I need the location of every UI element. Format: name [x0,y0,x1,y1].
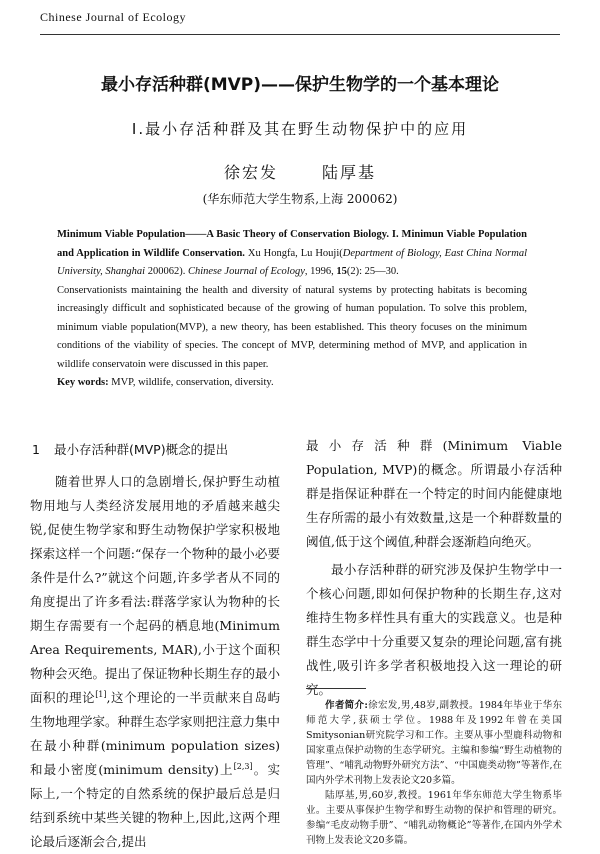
abstract-year: , 1996, [304,266,334,277]
keywords-label: Key words: [57,377,109,388]
body-text: 。实际上,一个特定的自然系统的保护最后总是归结到系统中某些关键的物种上,因此,这两个理论最后逐渐会合,提出 [30,762,280,849]
right-column [306,434,562,702]
abstract-citation [57,226,527,282]
abstract-authors-en: Xu Hongfa, Lu Houji( [244,247,343,259]
footnote-rule [306,688,366,689]
article-subtitle: Ⅰ.最小存活种群及其在野生动物保护中的应用 [131,120,469,138]
body-paragraph: 最小存活种群(Minimum Viable Population, MVP)的概念。所谓最小存活种群是指保证种群在一个特定的时间内能健康地生存所需的最小有效数量,这是一个种群数量的阈值,低于这个阈值,种群会逐渐趋向绝灭。 [306,438,562,549]
abstract-issue-pages: (2): 25—30. [346,266,399,277]
english-abstract [57,226,527,393]
body-text: 随着世界人口的急剧增长,保护野生动植物用地与人类经济发展用地的矛盾越来越尖锐,促使生物学家和野生动物保护学家积极地探索这样一个问题:“保存一个物种的最小必要条件是什么?”就这个问题,许多学者从不同的角度提出了许多看法:群落学家认为物种的长期生存需要有一个起码的栖息地(Minimum Area Requirements, MAR),小于这个面积物种会灭绝。提出了保证物种长期生存的最小面积的理论 [30,474,281,705]
footnote-label: 作者简介: [325,700,368,711]
body-paragraph [30,470,280,854]
abstract-keywords [57,374,527,393]
footnote-paragraph [306,698,562,788]
abstract-journal-en: Chinese Journal of Ecology [187,266,305,277]
author-footnote [306,698,562,848]
section-title: 最小存活种群(MVP)概念的提出 [53,442,229,457]
article-title: 最小存活种群(MVP)——保护生物学的一个基本理论 [100,75,500,95]
abstract-title-en: Minimum Viable Population——A Basic Theory of Conservation Biology. I. Minimun Viable Population and Application in Wildlife Conservation. [57,229,527,259]
abstract-text: Conservationists maintaining the health and diversity of natural systems by protecting habitats is becoming increasingly difficult and sophisticated because of the growing of human population. To solve this problem, minimum viable population(MVP), a new theory, has been established. This theory focuses on the minimum conditions of the viability of species. The concept of MVP, determining method of MVP, and application in wildlife conservatoin were discussed in this paper. [57,284,527,370]
author-name: 徐宏发 [223,163,278,182]
author-list [0,160,600,183]
author-name: 陆厚基 [322,163,377,182]
footnote-text: 徐宏发,男,48岁,副教授。1984年毕业于华东师范大学,获硕士学位。1988年及1992年曾在美国Smitysonian研究院学习和工作。主要从事小型鹿科动物和国家重点保护动物的生态学研究。主编和参编“野生动植物的管理”、“哺乳动物野外研究方法”、“中国鹿类动物”等著作,在国内外学术刊物上发表论文20多篇。 [306,700,562,786]
citation-ref: [2,3] [233,761,253,771]
journal-header: Chinese Journal of Ecology [40,10,186,24]
section-number: 1 [32,442,40,457]
keywords-list: MVP, wildlife, conservation, diversity. [108,377,274,388]
affiliation: (华东师范大学生物系,上海 200062) [202,192,398,206]
body-paragraph: 最小存活种群的研究涉及保护生物学中一个核心问题,即如何保护物种的长期生存,这对维持生物多样性具有重大的实践意义。也是种群生态学中十分重要又复杂的理论问题,富有挑战性,吸引许多学者积极地投入这一理论的研究。 [306,562,562,697]
footnote-paragraph: 陆厚基,男,60岁,教授。1961年华东师范大学生物系毕业。主要从事保护生物学和野生动物的保护和管理的研究。参编“毛皮动物手册”、“哺乳动物概论”等著作,在国内外学术刊物上发表论文20多篇。 [306,790,562,846]
section-heading [32,440,280,458]
citation-ref: [1] [95,689,107,699]
header-rule [40,34,560,35]
abstract-affiliation-en: Department of Biology, East China Normal University, Shanghai [57,247,527,277]
left-column [30,440,280,854]
abstract-volume: 15 [336,266,347,277]
body-text: ,这个理论的一半贡献来自岛屿生物地理学家。种群生态学家则把注意力集中在最小种群(minimum population sizes)和最小密度(minimum density)上 [30,690,281,777]
abstract-affil-code: 200062). [145,266,188,277]
